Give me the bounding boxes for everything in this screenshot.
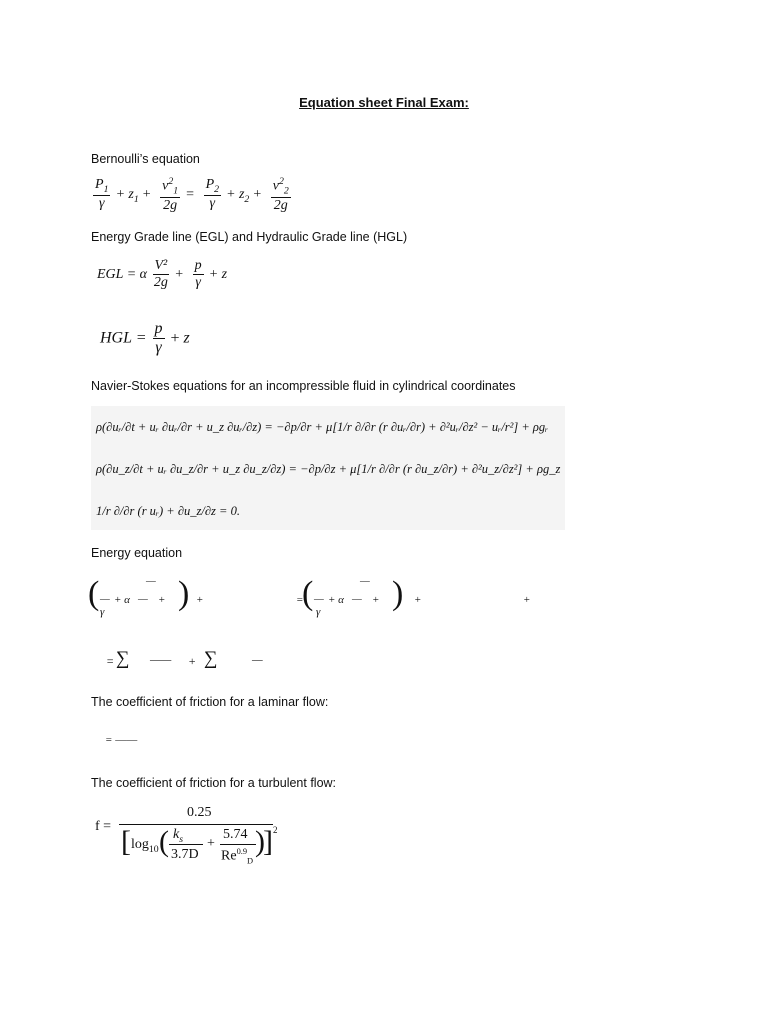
bernoulli-heading: Bernoulli’s equation: [91, 152, 200, 166]
egl-hgl-heading: Energy Grade line (EGL) and Hydraulic Grade line (HGL): [91, 230, 408, 244]
re-fraction-bar: [220, 844, 256, 845]
energy-rhs-group: = ( — — + α — + γ ) +: [296, 575, 422, 618]
navier-stokes-heading: Navier-Stokes equations for an incompressible fluid in cylindrical coordinates: [91, 379, 516, 393]
frac-p2-gamma: $\frac{P_2}{\gamma}$: [205, 177, 220, 212]
ns-r-momentum: ρ(∂uᵣ/∂t + uᵣ ∂uᵣ/∂r + u_z ∂uᵣ/∂z) = −∂p/∂r + μ[1/r ∂/∂r (r ∂uᵣ/∂r) + ∂²uᵣ/∂z² − uᵣ/r²] + ρgᵣ: [96, 420, 549, 434]
frac-v1-2g: $\frac{v^2_1}{2g}$: [162, 176, 179, 213]
ns-continuity: 1/r ∂/∂r (r uᵣ) + ∂u_z/∂z = 0.: [96, 504, 240, 518]
energy-loss-line: = ∑ —— + ∑ —: [106, 648, 263, 669]
turbulent-equation: f = 0.25 [ $\log_{10}$ ( $k_s$ 3.7D + 5.74 $Re^{0.9}_D$ ) ] 2: [95, 805, 278, 866]
laminar-equation: = ——: [105, 734, 138, 746]
frac-p1-gamma: $\frac{P_1}{\gamma}$: [95, 177, 109, 212]
frac-p-gamma: $\frac{p}{\gamma}$: [194, 258, 202, 291]
laminar-heading: The coefficient of friction for a laminar flow:: [91, 695, 329, 709]
energy-trailing-plus: +: [523, 594, 531, 606]
bernoulli-equation: $\frac{P_1}{\gamma}$ + $z_1$ + $\frac{v^2_1}{2g}$ = $\frac{P_2}{\gamma}$ + $z_2$ + $\frac{v^2_2}{2g}$: [95, 176, 289, 213]
egl-equation: EGL = α $\frac{\text{V²}}{2g}$ + $\frac{p}{\gamma}$ + z: [97, 258, 228, 291]
energy-heading: Energy equation: [91, 546, 183, 560]
ks-fraction-bar: [169, 844, 203, 845]
energy-lhs-group: ( — — + α — + γ ) +: [88, 575, 204, 618]
ns-z-momentum: ρ(∂u_z/∂t + uᵣ ∂u_z/∂r + u_z ∂u_z/∂z) = −∂p/∂z + μ[1/r ∂/∂r (r ∂u_z/∂r) + ∂²u_z/∂z²] + ρg_z: [96, 462, 561, 476]
frac-v2-2g: $\frac{\text{V²}}{2g}$: [153, 258, 168, 291]
turbulent-heading: The coefficient of friction for a turbulent flow:: [91, 776, 337, 790]
main-fraction-bar: [119, 824, 273, 825]
hgl-equation: HGL = $\frac{p}{\gamma}$ + z: [100, 320, 190, 357]
page-title: Equation sheet Final Exam:: [299, 95, 469, 110]
frac-v2-2g: $\frac{v^2_2}{2g}$: [272, 176, 289, 213]
frac-p-gamma: $\frac{p}{\gamma}$: [154, 320, 163, 357]
